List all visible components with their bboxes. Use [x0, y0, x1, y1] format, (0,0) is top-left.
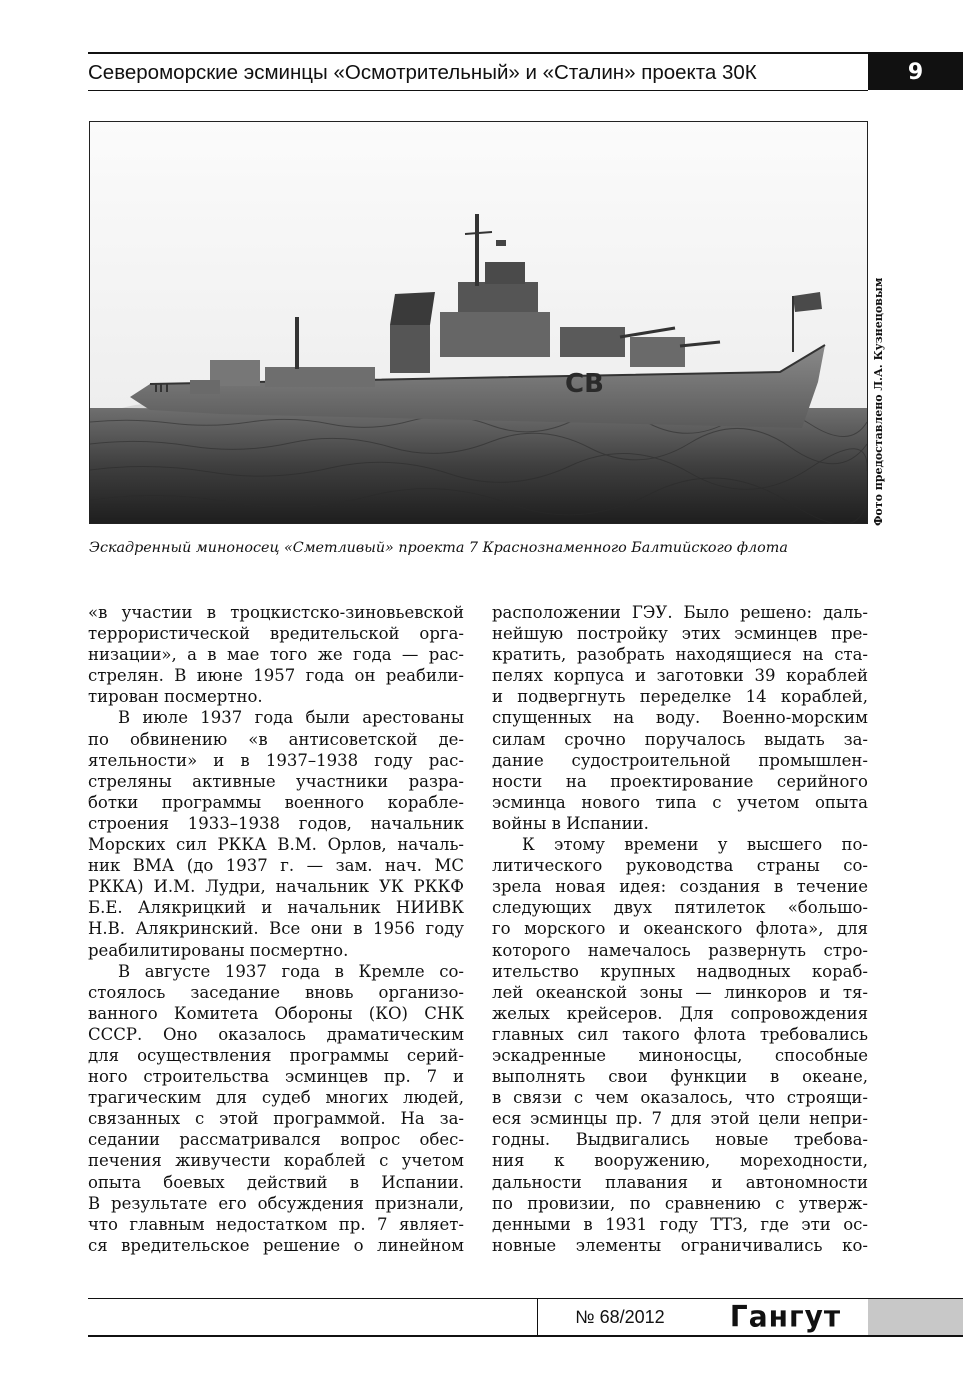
text-line: стоялось заседание вновь организо- — [88, 982, 464, 1002]
text-line: стрелян. В июне 1957 года он реабили- — [88, 666, 464, 686]
footer-gray-block — [868, 1299, 963, 1335]
footer-divider — [537, 1298, 538, 1336]
text-line: годны. Выдвигались новые требова- — [492, 1130, 868, 1150]
text-line: ного строительства эсминцев пр. 7 и — [88, 1067, 464, 1087]
text-line: террористической вредительской орга- — [88, 624, 464, 644]
text-line: реабилитированы посмертно. — [88, 940, 349, 960]
text-line: спущенных на воду. Военно-морским — [492, 708, 868, 728]
body-column-right — [492, 602, 868, 1256]
header-rule-bottom — [88, 90, 868, 91]
destroyer-illustration — [90, 122, 867, 523]
ship-photo — [89, 121, 868, 524]
text-line: ся вредительское решение о линейном — [88, 1235, 464, 1255]
text-line: го морского и океанского флота», для — [492, 919, 868, 939]
forward-funnel-cap — [390, 292, 435, 325]
stern-gun — [190, 380, 220, 394]
text-line: которого намечалось развернуть стро- — [492, 940, 868, 960]
footer-rule-bottom — [88, 1335, 963, 1337]
running-header-title: Североморские эсминцы «Осмотрительный» и «Сталин» проекта 30К — [88, 61, 757, 84]
text-line: и подвергнуть переделке 14 кораблей, — [492, 687, 868, 707]
text-line: низации», а в мае того же года — рас- — [88, 645, 464, 665]
text-line: желых крейсеров. Для сопровождения — [492, 1003, 868, 1023]
bridge-block — [440, 312, 550, 357]
magazine-logo: Гангут — [729, 1299, 842, 1334]
text-line: строения 1933–1938 годов, начальник — [88, 813, 464, 833]
text-line: тирован посмертно. — [88, 687, 263, 707]
text-line: силам срочно поручалось выдать за- — [492, 729, 868, 749]
text-line: Морских сил РККА В.М. Орлов, началь- — [88, 835, 464, 855]
hull-marking: СВ — [565, 369, 604, 399]
text-line: трагическим для судеб многих людей, — [88, 1088, 464, 1108]
forward-gun-mount — [560, 327, 625, 357]
text-line: дальности плавания и автономности — [492, 1172, 868, 1192]
text-line: зрела новая идея: создания в течение — [492, 877, 868, 897]
text-line: по провизии, по сравнению с утверж- — [492, 1193, 868, 1213]
text-line: следующих двух пятилеток «большо- — [492, 898, 868, 918]
text-line: ятельности» и в 1937–1938 году рас- — [88, 750, 464, 770]
page-number: 9 — [868, 54, 963, 90]
text-line: К этому времени у высшего по- — [522, 835, 868, 855]
crew-figures — [155, 384, 168, 392]
bow-gun-mount — [630, 337, 685, 367]
text-line: РККА) И.М. Лудри, начальник УК РККФ — [88, 877, 464, 897]
text-line: расположении ГЭУ. Было решено: даль- — [492, 603, 868, 622]
text-line: опыта боевых действий в Испании. — [88, 1172, 464, 1192]
text-line: эскадренные миноносцы, способные — [492, 1045, 868, 1065]
text-line: главных сил такого флота требовались — [492, 1024, 868, 1044]
forward-funnel — [390, 325, 430, 373]
text-line: Н.В. Алякринский. Все они в 1956 году — [88, 919, 464, 939]
header-rule-top — [88, 52, 963, 54]
issue-number: № 68/2012 — [575, 1307, 665, 1327]
text-line: по обвинению «в антисоветской де- — [88, 729, 464, 749]
text-line: кратить, разобрать находящиеся на ста- — [492, 645, 868, 665]
text-line: лей океанской зоны — линкоров и тя- — [492, 982, 868, 1002]
text-line: что главным недостатком пр. 7 являет- — [88, 1214, 464, 1234]
mast — [475, 214, 479, 286]
mast-flag — [496, 240, 506, 246]
text-line: В результате его обсуждения признали, — [88, 1193, 464, 1213]
text-line: печения живучести кораблей с учетом — [88, 1151, 464, 1171]
body-column-left — [88, 602, 464, 1256]
text-line: эсминца нового типа с учетом опыта — [492, 792, 868, 812]
text-line: Б.Е. Алякрицкий и начальник НИИВК — [88, 898, 464, 918]
text-line: новные элементы ограничивались ко- — [492, 1235, 868, 1255]
photo-credit: Фото предоставлено Л.А. Кузнецовым — [872, 277, 885, 526]
text-line: СССР. Оно оказалось драматическим — [88, 1024, 464, 1044]
text-line: седании рассматривался вопрос обес- — [88, 1130, 464, 1150]
text-line: денными в 1931 году ТТЗ, где эти ос- — [492, 1214, 868, 1234]
text-line: ния к вооружению, мореходности, — [492, 1151, 868, 1171]
text-line: в связи с чем оказалось, что строящи- — [492, 1088, 868, 1108]
figure-caption: Эскадренный миноносец «Сметливый» проекта 7 Краснознаменного Балтийского флота — [89, 540, 788, 556]
text-line: В августе 1937 года в Кремле со- — [118, 961, 464, 981]
text-line: нейшую постройку этих эсминцев пре- — [492, 624, 868, 644]
bridge-top — [458, 282, 538, 312]
text-line: войны в Испании. — [492, 813, 649, 833]
text-line: еся эсминцы пр. 7 для этой цели непри- — [492, 1109, 868, 1129]
text-line: ник ВМА (до 1937 г. — зам. нач. МС — [88, 856, 464, 876]
text-line: ботки программы военного корабле- — [88, 792, 464, 812]
text-line: связанных с этой программой. На за- — [88, 1109, 464, 1129]
text-line: «в участии в троцкистско-зиновьевской — [88, 603, 464, 622]
text-line: ванного Комитета Обороны (КО) СНК — [88, 1003, 464, 1023]
text-line: В июле 1937 года были арестованы — [118, 708, 464, 728]
text-line: пелях корпуса и заготовки 39 кораблей — [492, 666, 868, 686]
main-mast — [295, 317, 299, 369]
text-line: ности на проектирование серийного — [492, 771, 868, 791]
text-line: для осуществления программы серий- — [88, 1045, 464, 1065]
text-line: дание судостроительной промышлен- — [492, 750, 868, 770]
text-line: ительство крупных надводных кораб- — [492, 961, 868, 981]
midship-structure — [265, 367, 375, 387]
text-line: литического руководства страны со- — [492, 856, 868, 876]
rangefinder — [485, 262, 525, 284]
text-line: выполнять свои функции в океане, — [492, 1067, 868, 1087]
text-line: стреляны активные участники разра- — [88, 771, 464, 791]
